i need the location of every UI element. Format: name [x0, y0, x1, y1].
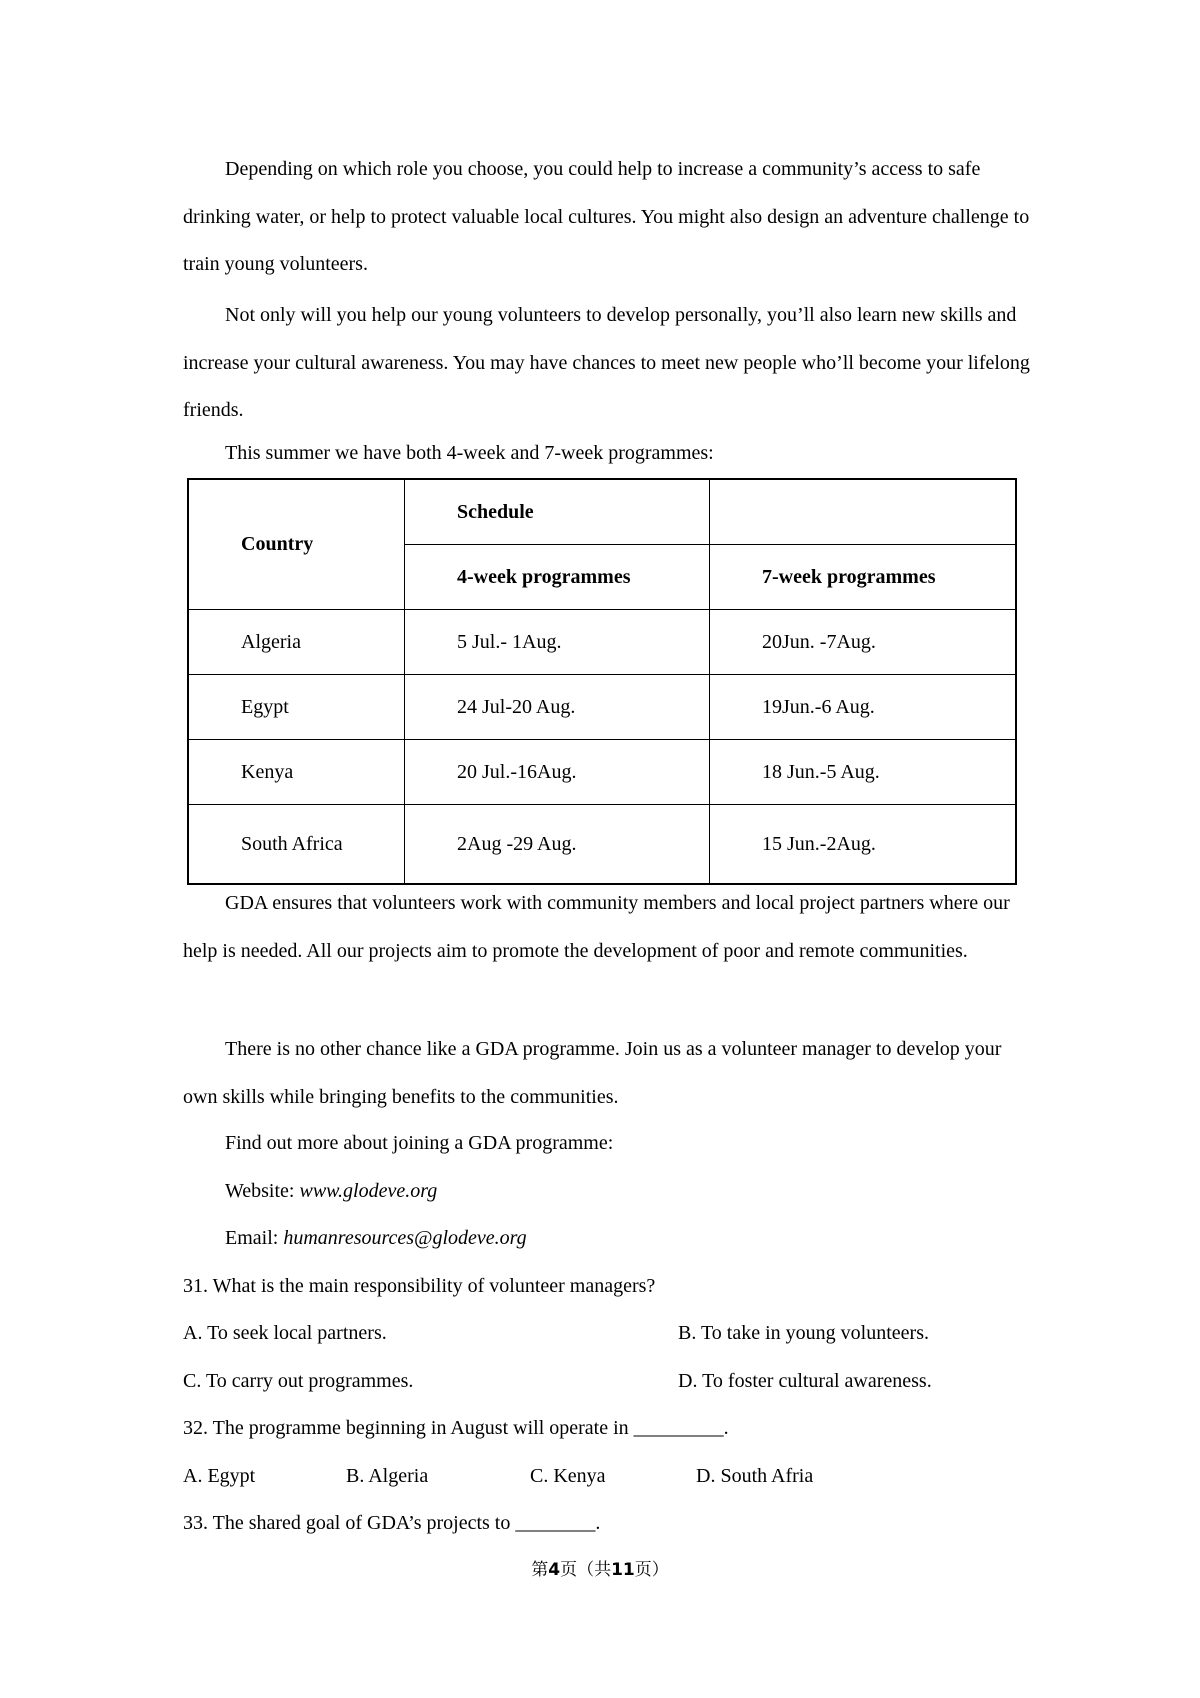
table-row	[188, 805, 1016, 885]
email-label: Email:	[225, 1227, 284, 1249]
footer-middle: 页（共	[560, 1560, 612, 1580]
email-link[interactable]: humanresources@glodeve.org	[283, 1227, 527, 1249]
country-cell: South Africa	[188, 805, 405, 885]
footer-total-pages: 11	[611, 1560, 635, 1580]
paragraph-gda-ensures: GDA ensures that volunteers work with community members and local project partners where our help is needed. All our projects aim to promote the development of poor and remote communities.	[183, 892, 1010, 962]
country-header: Country	[188, 479, 405, 610]
question-32-option-d: D. South Afria	[696, 1465, 814, 1487]
schedule-header-blank	[710, 479, 1017, 545]
table-row	[188, 610, 1016, 675]
website-link[interactable]: www.glodeve.org	[299, 1180, 438, 1202]
seven-week-cell: 18 Jun.-5 Aug.	[710, 740, 1017, 805]
question-31-option-a: A. To seek local partners.	[183, 1322, 387, 1344]
table-row	[188, 740, 1016, 805]
seven-week-cell: 15 Jun.-2Aug.	[710, 805, 1017, 885]
paragraph-programmes-intro: This summer we have both 4-week and 7-week programmes:	[225, 442, 714, 464]
country-cell: Egypt	[188, 675, 405, 740]
four-week-cell: 2Aug -29 Aug.	[405, 805, 710, 885]
footer-prefix: 第	[531, 1560, 549, 1580]
email-line	[225, 1227, 527, 1250]
seven-week-cell: 20Jun. -7Aug.	[710, 610, 1017, 675]
seven-week-cell: 19Jun.-6 Aug.	[710, 675, 1017, 740]
four-week-cell: 20 Jul.-16Aug.	[405, 740, 710, 805]
question-32-option-c: C. Kenya	[530, 1465, 606, 1487]
table-row	[188, 675, 1016, 740]
four-week-header: 4-week programmes	[405, 545, 710, 610]
question-31-option-c: C. To carry out programmes.	[183, 1370, 414, 1392]
website-line	[225, 1180, 437, 1203]
footer-suffix: 页）	[634, 1560, 669, 1580]
website-label: Website:	[225, 1180, 300, 1202]
question-31-option-b: B. To take in young volunteers.	[678, 1322, 929, 1344]
question-33-stem: 33. The shared goal of GDA’s projects to ________.	[183, 1512, 601, 1534]
four-week-cell: 5 Jul.- 1Aug.	[405, 610, 710, 675]
question-31-option-d: D. To foster cultural awareness.	[678, 1370, 932, 1392]
page-footer	[0, 1555, 1200, 1580]
question-32-stem: 32. The programme beginning in August will operate in _________.	[183, 1417, 729, 1439]
country-cell: Kenya	[188, 740, 405, 805]
seven-week-header: 7-week programmes	[710, 545, 1017, 610]
paragraph-find-out: Find out more about joining a GDA programme:	[225, 1132, 614, 1154]
question-32-option-a: A. Egypt	[183, 1465, 256, 1487]
four-week-cell: 24 Jul-20 Aug.	[405, 675, 710, 740]
question-32-option-b: B. Algeria	[346, 1465, 429, 1487]
schedule-table	[187, 478, 1017, 885]
paragraph-join-us: There is no other chance like a GDA programme. Join us as a volunteer manager to develop your own skills while bringing benefits to the communities.	[183, 1038, 1002, 1108]
paragraph-roles: Depending on which role you choose, you could help to increase a community’s access to safe drinking water, or help to protect valuable local cultures. You might also design an adventure challenge to train young volunteers.	[183, 158, 1030, 275]
schedule-header: Schedule	[405, 479, 710, 545]
country-cell: Algeria	[188, 610, 405, 675]
question-31-stem: 31. What is the main responsibility of volunteer managers?	[183, 1275, 656, 1297]
footer-page-number: 4	[548, 1560, 561, 1580]
paragraph-benefits: Not only will you help our young volunteers to develop personally, you’ll also learn new skills and increase your cultural awareness. You may have chances to meet new people who’ll become your lifelong friends.	[183, 304, 1030, 421]
